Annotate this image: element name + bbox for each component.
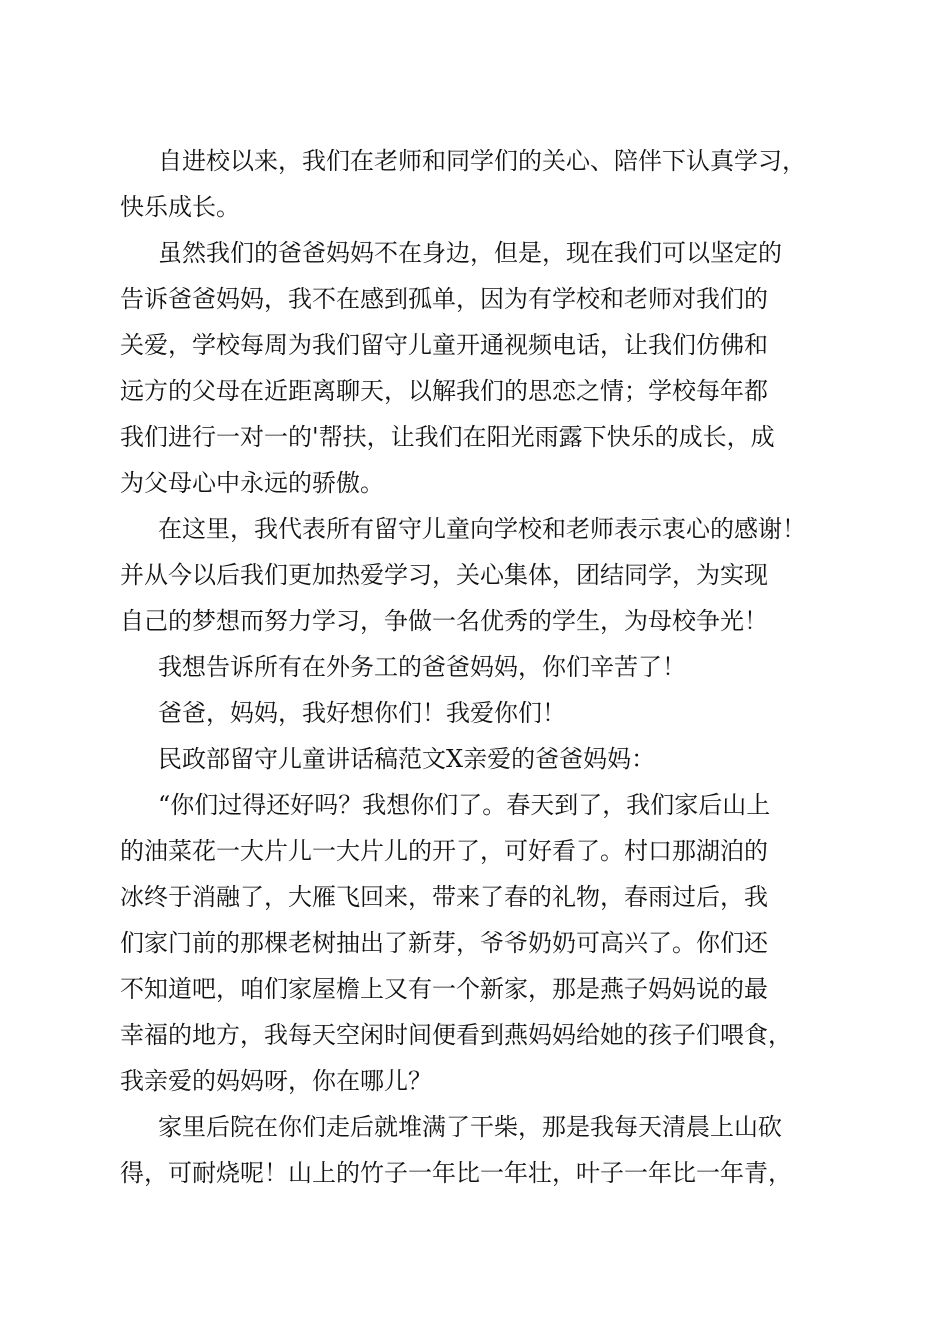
text-line: 在这里，我代表所有留守儿童向学校和老师表示衷心的感谢！ [158,515,806,543]
text-line: 自己的梦想而努力学习，争做一名优秀的学生，为母校争光！ [120,607,768,635]
text-line: 幸福的地方，我每天空闲时间便看到燕妈妈给她的孩子们喂食， [120,1021,792,1049]
text-line: 并从今以后我们更加热爱学习，关心集体，团结同学，为实现 [120,561,768,589]
text-line: 我们进行一对一的'帮扶，让我们在阳光雨露下快乐的成长，成 [120,423,775,451]
text-line: 家里后院在你们走后就堆满了干柴，那是我每天清晨上山砍 [158,1113,782,1141]
text-line: 的油菜花一大片儿一大片儿的开了，可好看了。村口那湖泊的 [120,837,768,865]
text-line: 民政部留守儿童讲话稿范文X亲爱的爸爸妈妈： [158,745,656,773]
text-line: 为父母心中永远的骄傲。 [120,469,384,497]
text-line: 关爱，学校每周为我们留守儿童开通视频电话，让我们仿佛和 [120,331,768,359]
text-line: 冰终于消融了，大雁飞回来，带来了春的礼物，春雨过后，我 [120,883,768,911]
text-line: 们家门前的那棵老树抽出了新芽，爷爷奶奶可高兴了。你们还 [120,929,768,957]
text-line: 不知道吧，咱们家屋檐上又有一个新家，那是燕子妈妈说的最 [120,975,768,1003]
text-line: 告诉爸爸妈妈，我不在感到孤单，因为有学校和老师对我们的 [120,285,768,313]
text-line: 得，可耐烧呢！山上的竹子一年比一年壮，叶子一年比一年青， [120,1159,792,1187]
text-line: 自进校以来，我们在老师和同学们的关心、陪伴下认真学习， [158,147,806,175]
text-line: 快乐成长。 [120,193,240,221]
text-line: 爸爸，妈妈，我好想你们！我爱你们！ [158,699,566,727]
text-line: “你们过得还好吗？我想你们了。春天到了，我们家后山上 [158,791,771,819]
body-text [120,138,830,1196]
text-line: 我想告诉所有在外务工的爸爸妈妈，你们辛苦了！ [158,653,686,681]
text-line: 远方的父母在近距离聊天，以解我们的思恋之情；学校每年都 [120,377,768,405]
text-line: 我亲爱的妈妈呀，你在哪儿？ [120,1067,432,1095]
text-line: 虽然我们的爸爸妈妈不在身边，但是，现在我们可以坚定的 [158,239,782,267]
